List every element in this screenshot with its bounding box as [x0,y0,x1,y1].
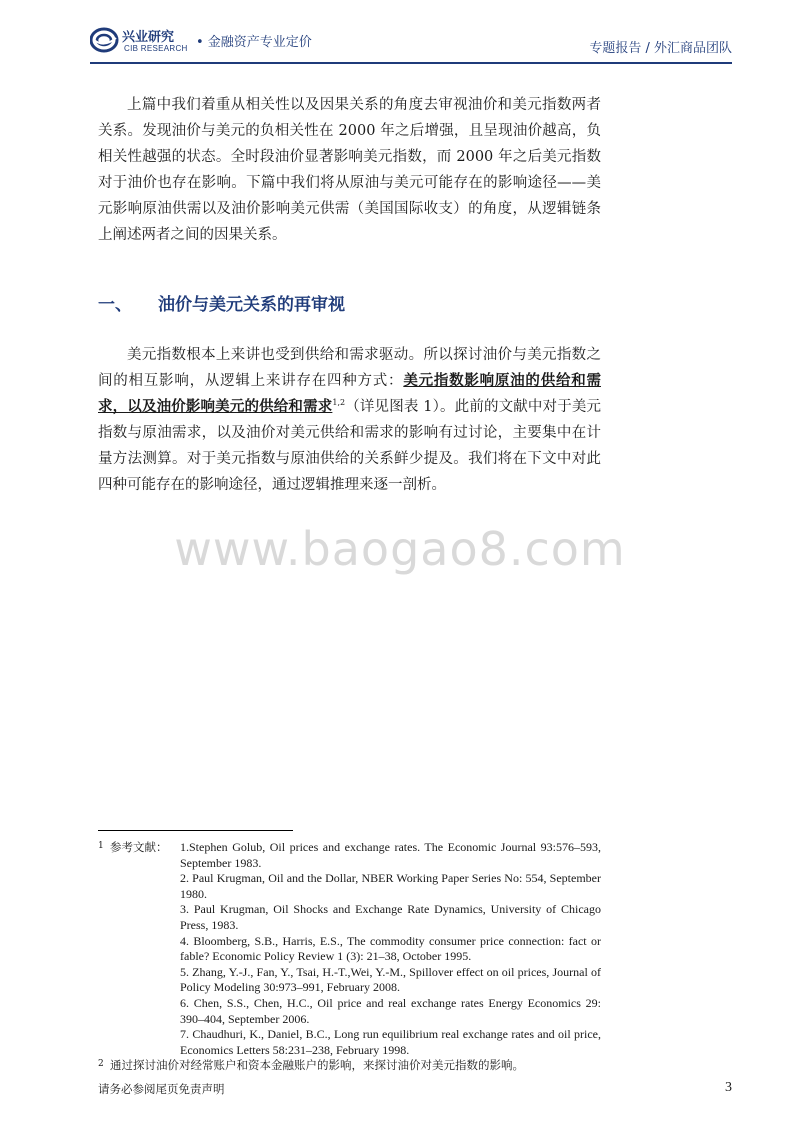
section-text-after: （详见图表 1）。此前的文献中对于美元指数与原油需求，以及油价对美元供给和需求的影响有过讨论，主要集中在计量方法测算。对于美元指数与原油供给的关系鲜少提及。我们将在下文中对此四种可能存在的影响途径，通过逻辑推理来逐一剖析。 [98,398,601,493]
reference-item: 1.Stephen Golub, Oil prices and exchange rates. The Economic Journal 93:576–593, September 1983. [180,840,601,870]
section-heading [98,290,345,315]
footnote-2-text: 通过探讨油价对经常账户和资本金融账户的影响，来探讨油价对美元指数的影响。 [110,1058,524,1072]
header-divider [90,62,732,64]
section-text-before: 美元指数根本上来讲也受到供给和需求驱动。所以探讨油价与美元指数之间的相互影响，从逻辑上来讲存在四种方式： [98,346,601,389]
footnote-1-label: 参考文献： [110,840,168,854]
disclaimer-note: 请务必参阅尾页免责声明 [98,1082,225,1096]
reference-item: 3. Paul Krugman, Oil Shocks and Exchange Rate Dynamics, University of Chicago Press, 1983. [180,902,601,932]
section-emphasis: 美元指数影响原油的供给和需求，以及油价影响美元的供给和需求 [98,371,601,415]
logo-chinese-name: 兴业研究 [122,30,175,45]
section-title: 油价与美元关系的再审视 [158,295,345,315]
footnote-reference[interactable]: 1,2 [332,397,346,407]
reference-item: 2. Paul Krugman, Oil and the Dollar, NBER Working Paper Series No: 554, September 1980. [180,871,601,901]
page-number: 3 [725,1080,732,1095]
section-paragraph [98,342,601,498]
report-category: 专题报告 / 外汇商品团队 [589,41,732,56]
watermark: www.baogao8.com [174,522,626,576]
reference-item: 5. Zhang, Y.-J., Fan, Y., Tsai, H.-T.,Wei, Y.-M., Spillover effect on oil prices, Journal of Policy Modeling 30:973–991, February 2008. [180,964,601,995]
footnote-1-mark: 1 [98,841,104,851]
header-tagline: • 金融资产专业定价 [196,35,312,50]
reference-item: 6. Chen, S.S., Chen, H.C., Oil price and real exchange rates Energy Economics 29: 390–404, September 2006. [180,995,601,1026]
reference-item: 7. Chaudhuri, K., Daniel, B.C., Long run equilibrium real exchange rates and oil price, Economics Letters 58:231–238, February 1998. [180,1027,601,1057]
section-number: 一、 [98,295,132,315]
intro-paragraph: 上篇中我们着重从相关性以及因果关系的角度去审视油价和美元指数两者关系。发现油价与美元的负相关性在 2000 年之后增强，且呈现油价越高，负相关性越强的状态。全时段油价显著影响美元指数，而 2000 年之后美元指数对于油价也存在影响。下篇中我们将从原油与美元可能存在的影响途径——美元影响原油供需以及油价影响美元供需（美国国际收支）的角度，从逻辑链条上阐述两者之间的因果关系。 [98,96,601,243]
footnote-divider [98,830,293,831]
reference-item: 4. Bloomberg, S.B., Harris, E.S., The commodity consumer price connection: fact or fable? Economic Policy Review 1 (3): 21–38, October 1995. [180,933,601,964]
reference-list [180,840,601,1058]
logo-english-name: CIB RESEARCH [124,44,188,53]
page-header [0,0,800,68]
footnote-2-mark: 2 [98,1059,104,1069]
